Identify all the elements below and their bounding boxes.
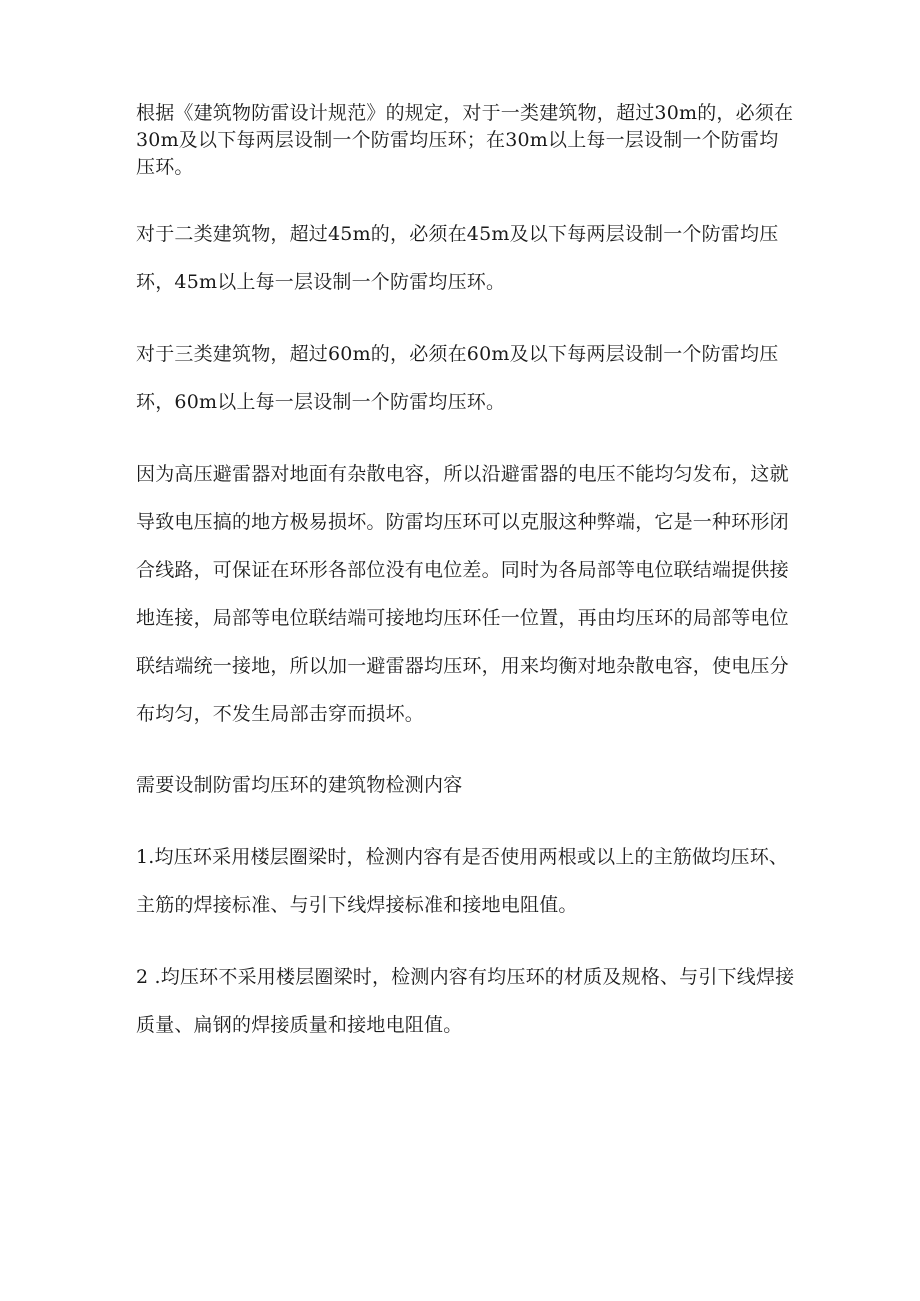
paragraph-explanation: 因为高压避雷器对地面有杂散电容，所以沿避雷器的电压不能均匀发布，这就导致电压搞的地方极易损坏。防雷均压环可以克服这种弊端，它是一种环形闭合线路，可保证在环形各部位没有电位差。同时为各局部等电位联结端提供接地连接，局部等电位联结端可接地均压环任一位置，再由均压环的局部等电位联结端统一接地，所以加一避雷器均压环，用来均衡对地杂散电容，使电压分布均匀，不发生局部击穿而损坏。 (136, 463, 789, 725)
list-item-2: 2 .均压环不采用楼层圈梁时，检测内容有均压环的材质及规格、与引下线焊接质量、扁钢的焊接质量和接地电阻值。 (136, 966, 795, 1036)
paragraph-class-two-buildings: 对于二类建筑物，超过45m的，必须在45m及以下每两层设制一个防雷均压环，45m以上每一层设制一个防雷均压环。 (136, 223, 779, 293)
list-item-1: 1.均压环采用楼层圈梁时，检测内容有是否使用两根或以上的主筋做均压环、主筋的焊接标准、与引下线焊接标准和接地电阻值。 (136, 846, 789, 916)
section-heading-inspection-content: 需要设制防雷均压环的建筑物检测内容 (136, 774, 463, 796)
paragraph-class-one-buildings: 根据《建筑物防雷设计规范》的规定，对于一类建筑物，超过30m的，必须在30m及以下每两层设制一个防雷均压环；在30m以上每一层设制一个防雷均压环。 (136, 102, 794, 178)
paragraph-class-three-buildings: 对于三类建筑物，超过60m的，必须在60m及以下每两层设制一个防雷均压环，60m以上每一层设制一个防雷均压环。 (136, 343, 779, 413)
